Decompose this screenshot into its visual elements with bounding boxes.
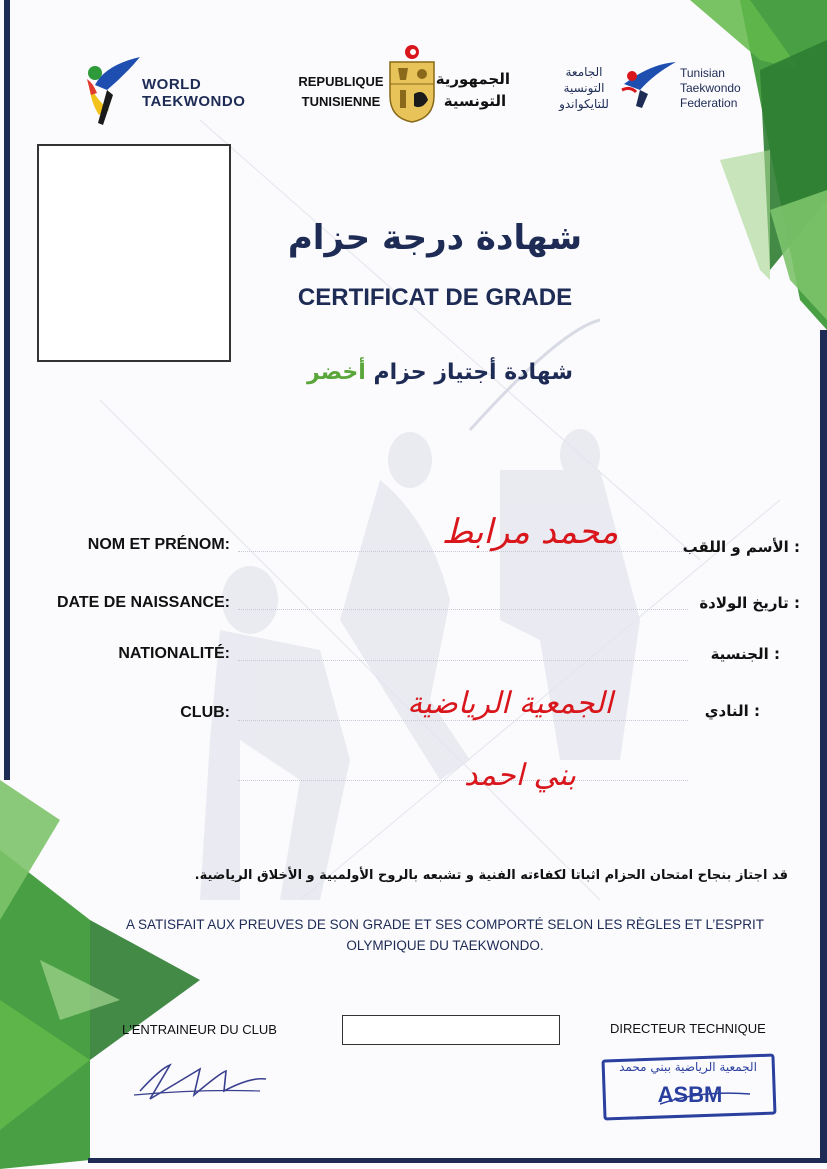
republique-ar: [435, 68, 510, 112]
fed-en-line3: Federation: [680, 96, 738, 110]
coach-signature-icon: [130, 1055, 270, 1105]
world-taekwondo-logo-icon: [85, 55, 145, 127]
fed-en-line2: Taekwondo: [680, 81, 741, 95]
label-nationalite: NATIONALITÉ:: [118, 645, 230, 662]
stamp-arabic: الجمعية الرياضية ببني محمد: [619, 1060, 757, 1074]
club-stamp: [600, 1052, 780, 1122]
right-border: [820, 330, 827, 1160]
fed-ar-line1: الجامعة: [565, 65, 603, 79]
tunisia-coat-of-arms-icon: [386, 44, 438, 124]
statement-fr-line2: OLYMPIQUE DU TAEKWONDO.: [346, 938, 544, 953]
fed-en-line1: Tunisian: [680, 66, 725, 80]
world-taekwondo-wordmark: [142, 76, 245, 110]
rep-ar-line1: الجمهورية: [435, 70, 510, 88]
label-date-naissance: DATE DE NAISSANCE:: [56, 594, 230, 611]
label-directeur: DIRECTEUR TECHNIQUE: [610, 1021, 766, 1036]
label-club: CLUB:: [180, 704, 230, 721]
left-border-top: [4, 0, 10, 780]
stamp-code: ASBM: [657, 1082, 723, 1107]
dotline-nationalite: [238, 660, 688, 661]
statement-fr-line1: A SATISFAIT AUX PREUVES DE SON GRADE ET SES COMPORTÉ SELON LES RÈGLES ET L’ESPRIT: [126, 917, 764, 932]
statement-french: [100, 914, 790, 956]
statement-arabic: قد اجتاز بنجاح امتحان الحزام اثباتا لكفاءته الفنية و تشبعه بالروح الأولمبية و الأخلاق الرياضية.: [194, 868, 788, 883]
photo-placeholder: [37, 144, 231, 362]
title-french: CERTIFICAT DE GRADE: [297, 284, 573, 311]
handwritten-club-line2: بني احمد: [464, 758, 576, 793]
label-date-ar: : تاريخ الولادة: [699, 594, 800, 612]
title-arabic: شهادة درجة حزام: [287, 218, 583, 258]
federation-ar: [548, 64, 620, 112]
label-entraineur: L'ENTRAINEUR DU CLUB: [122, 1022, 277, 1037]
signature-middle-box: [342, 1015, 560, 1045]
belt-color: أخضر: [307, 360, 366, 385]
fed-ar-line2: التونسية: [563, 81, 605, 95]
wt-line1: WORLD: [142, 76, 202, 93]
label-club-ar: : النادي: [704, 702, 760, 720]
fed-ar-line3: للتايكواندو: [559, 97, 609, 111]
rep-fr-line2: TUNISIENNE: [301, 94, 381, 109]
federation-logo-icon: [620, 60, 678, 110]
subtitle-arabic: [270, 360, 610, 385]
label-nom-prenom: NOM ET PRÉNOM:: [87, 536, 230, 553]
federation-en: [680, 66, 741, 111]
label-nationalite-ar: : الجنسية: [710, 645, 780, 663]
dotline-date: [238, 609, 688, 610]
handwritten-club-line1: الجمعية الرياضية: [407, 686, 613, 721]
subtitle-prefix: شهادة أجتياز حزام: [373, 360, 573, 385]
rep-ar-line2: التونسية: [443, 92, 507, 110]
republique-fr: [296, 72, 386, 112]
bottom-border: [88, 1158, 827, 1163]
label-nom-ar: : الأسم و اللقب: [682, 538, 800, 556]
handwritten-name: محمد مرابط: [441, 512, 619, 552]
wt-line2: TAEKWONDO: [142, 93, 246, 110]
rep-fr-line1: REPUBLIQUE: [298, 74, 384, 89]
